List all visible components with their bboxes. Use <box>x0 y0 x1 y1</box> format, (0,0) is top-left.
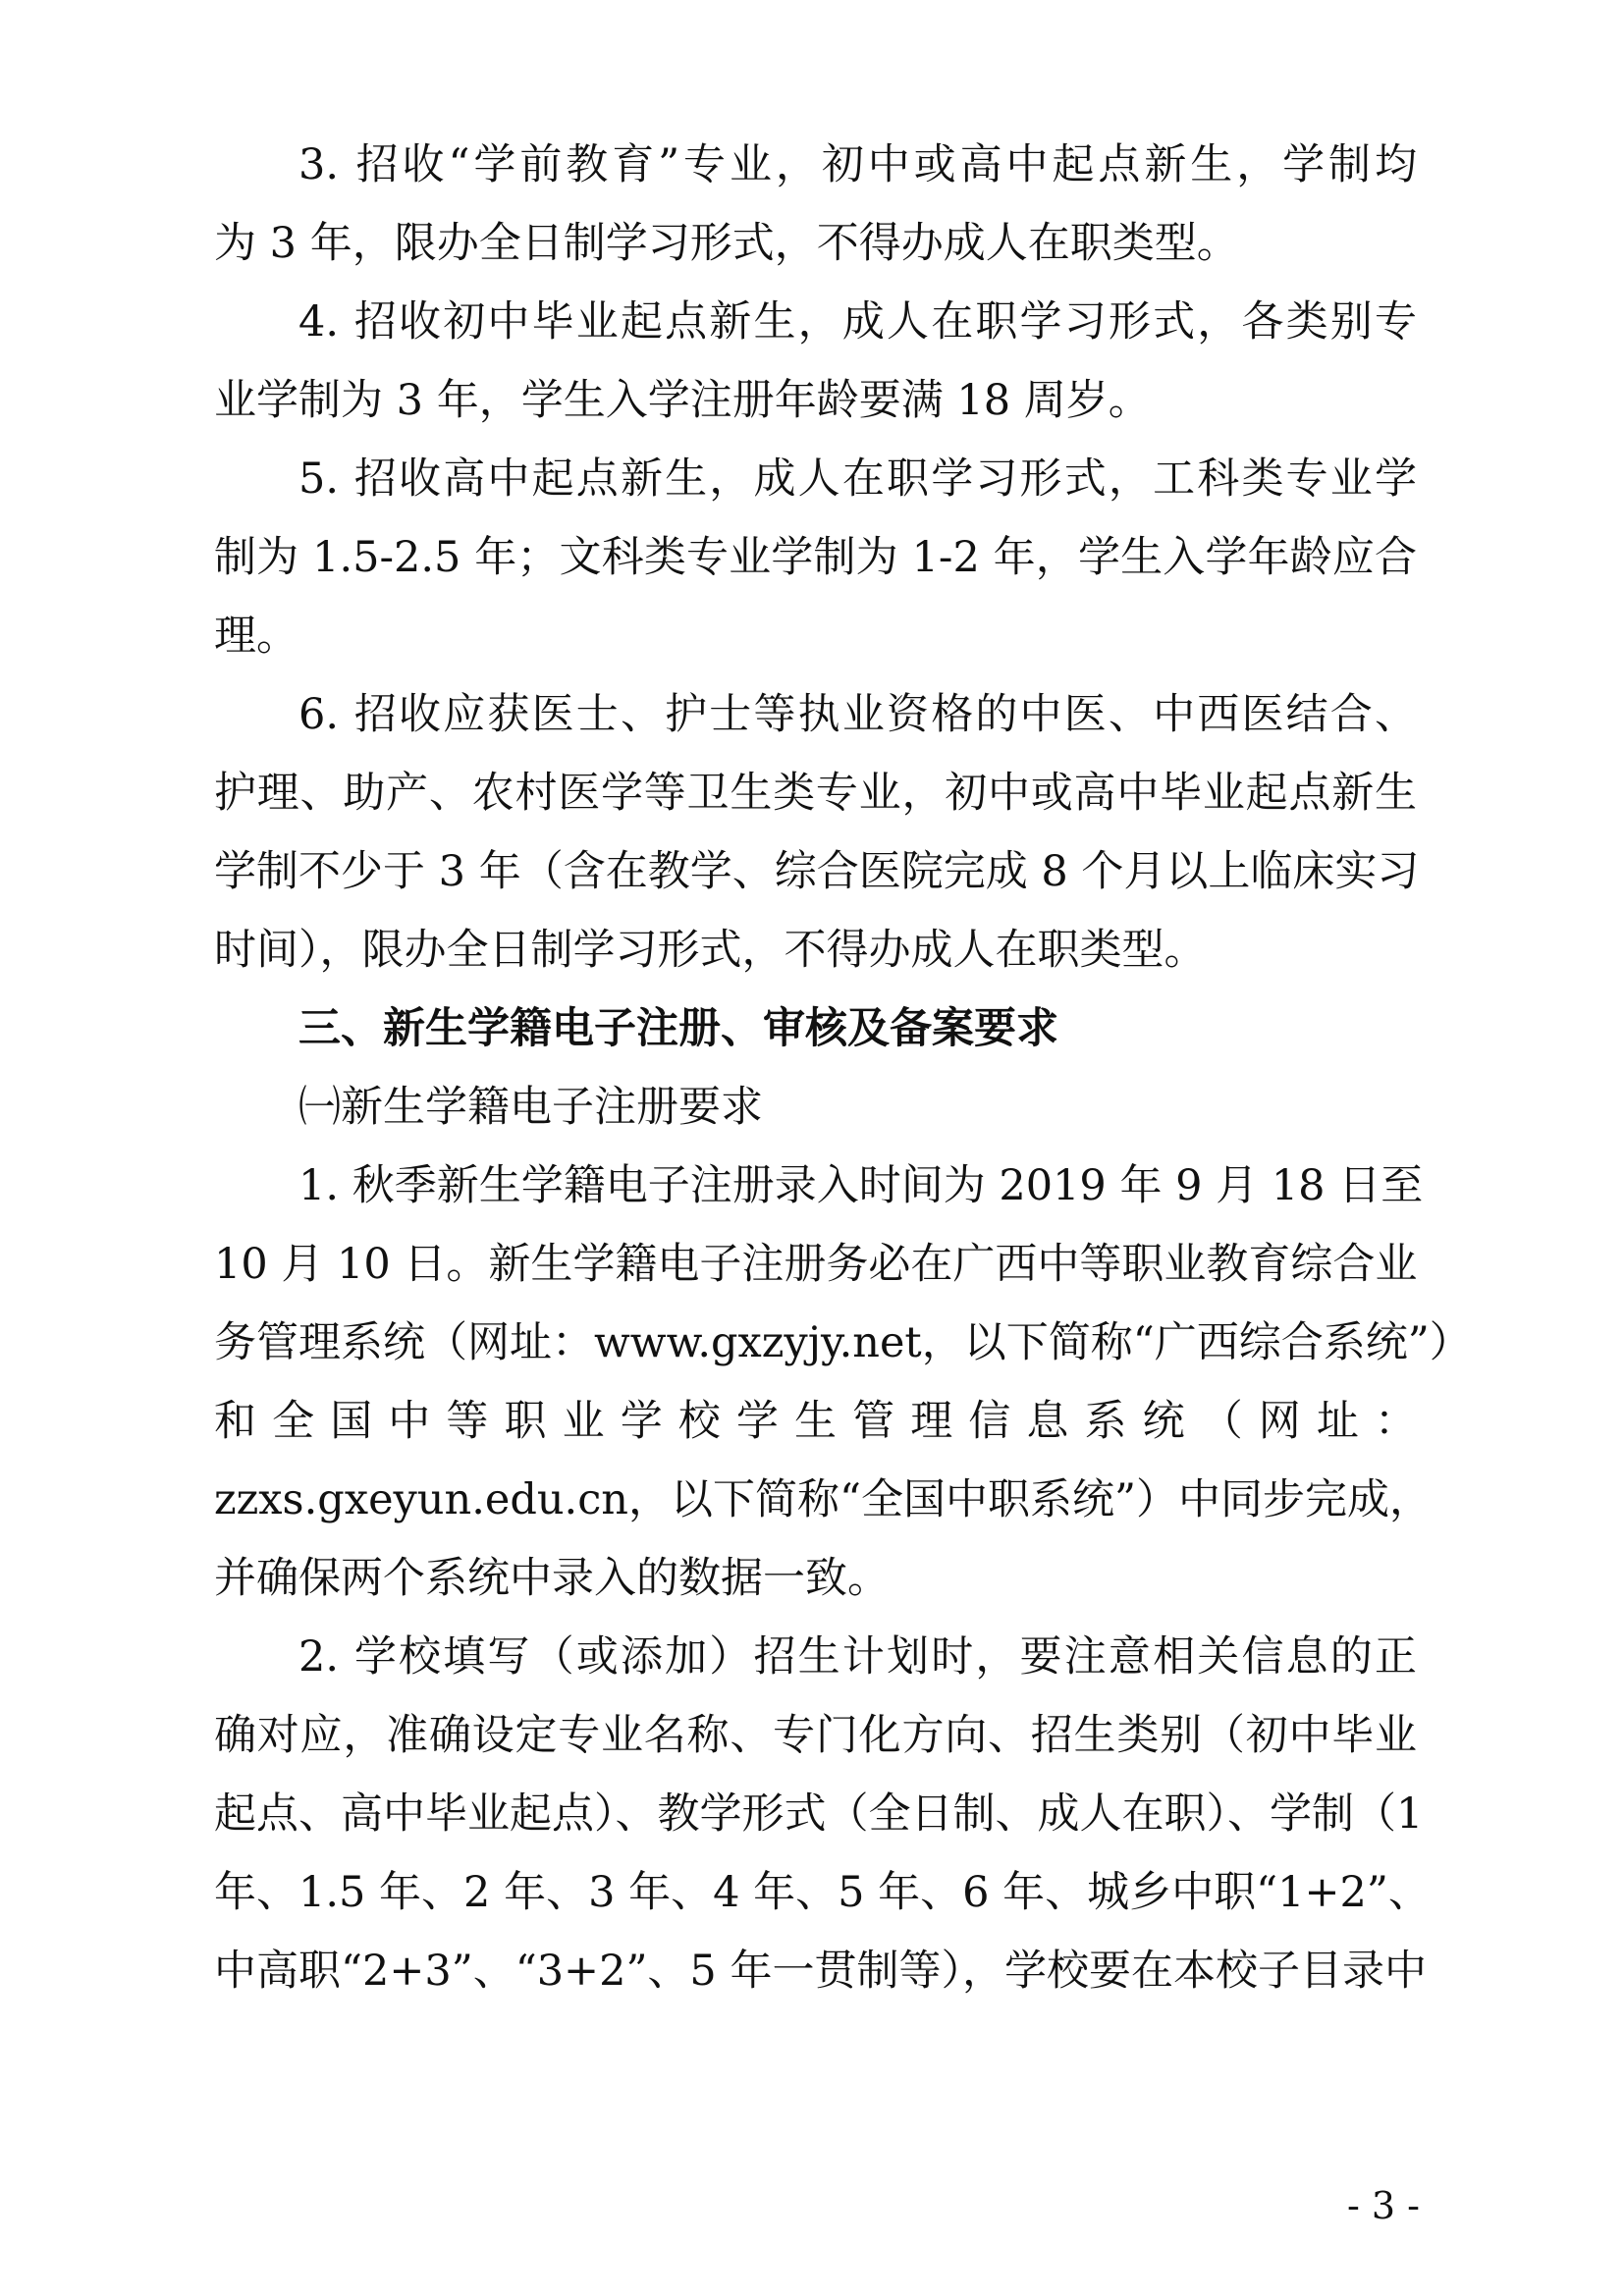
text-line: 理。 <box>214 612 298 661</box>
text-line: 时间），限办全日制学习形式，不得办成人在职类型。 <box>214 926 1207 975</box>
text-line: 2. 学校填写（或添加）招生计划时，要注意相关信息的正 <box>298 1632 1417 1682</box>
text-line: 和全国中等职业学校学生管理信息系统（网址： <box>214 1397 1417 1446</box>
text-line: 护理、助产、农村医学等卫生类专业，初中或高中毕业起点新生 <box>214 769 1417 818</box>
text-line: 务管理系统（网址：www.gxzyjy.net，以下简称“广西综合系统”） <box>214 1318 1472 1367</box>
text-line: zzxs.gxeyun.edu.cn，以下简称“全国中职系统”）中同步完成， <box>214 1475 1432 1524</box>
text-line: 制为 1.5-2.5 年；文科类专业学制为 1-2 年，学生入学年龄应合 <box>214 533 1417 582</box>
text-line: 中高职“2+3”、“3+2”、5 年一贯制等），学校要在本校子目录中 <box>214 1947 1427 1996</box>
text-line: 5. 招收高中起点新生，成人在职学习形式，工科类专业学 <box>298 454 1417 504</box>
text-line: 学制不少于 3 年（含在教学、综合医院完成 8 个月以上临床实习 <box>214 847 1420 896</box>
subsection-heading: ㈠新生学籍电子注册要求 <box>298 1083 763 1132</box>
text-line: 4. 招收初中毕业起点新生，成人在职学习形式，各类别专 <box>298 297 1417 347</box>
text-line: 年、1.5 年、2 年、3 年、4 年、5 年、6 年、城乡中职“1+2”、 <box>214 1868 1431 1917</box>
text-line: 起点、高中毕业起点）、教学形式（全日制、成人在职）、学制（1 <box>214 1789 1424 1839</box>
text-line: 10 月 10 日。新生学籍电子注册务必在广西中等职业教育综合业 <box>214 1240 1418 1289</box>
text-line: 业学制为 3 年，学生入学注册年龄要满 18 周岁。 <box>214 376 1151 425</box>
text-line: 3. 招收“学前教育”专业，初中或高中起点新生，学制均 <box>298 140 1417 189</box>
text-line: 并确保两个系统中录入的数据一致。 <box>214 1554 890 1603</box>
text-line: 为 3 年，限办全日制学习形式，不得办成人在职类型。 <box>214 219 1239 268</box>
text-line: 确对应，准确设定专业名称、专门化方向、招生类别（初中毕业 <box>214 1711 1417 1760</box>
section-heading: 三、新生学籍电子注册、审核及备案要求 <box>298 1004 1058 1053</box>
text-line: 1. 秋季新生学籍电子注册录入时间为 2019 年 9 月 18 日至 <box>298 1161 1424 1210</box>
page-number: - 3 - <box>1346 2184 1420 2227</box>
text-line: 6. 招收应获医士、护士等执业资格的中医、中西医结合、 <box>298 690 1417 739</box>
